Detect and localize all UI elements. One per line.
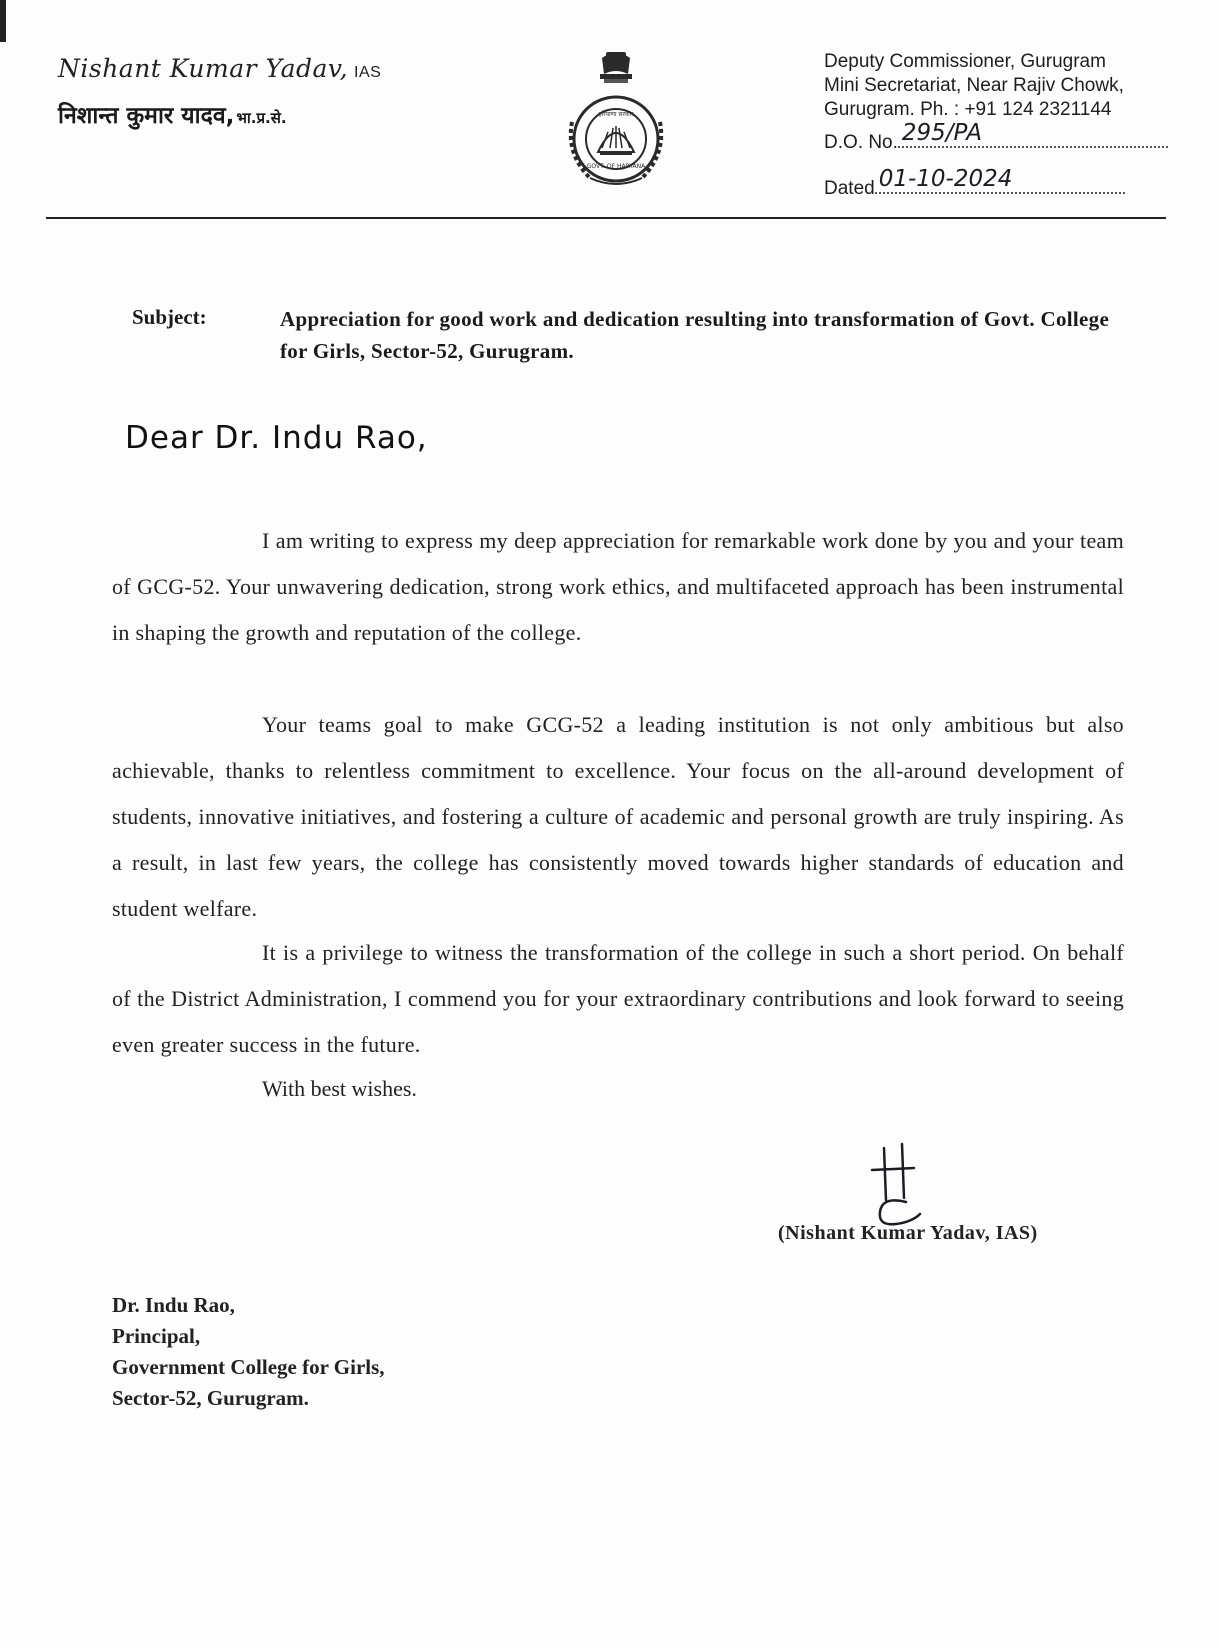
office-line: Deputy Commissioner, Gurugram [824, 51, 1106, 72]
office-address-block [824, 50, 1124, 122]
dated-field [824, 166, 1125, 200]
body-paragraph-1 [112, 518, 1124, 656]
scan-edge-mark [0, 0, 6, 42]
recipient-location: Sector-52, Gurugram. [112, 1386, 309, 1410]
officer-name-en-text: Nishant Kumar Yadav, [58, 54, 349, 83]
officer-name-english [58, 54, 381, 83]
dated-value: 01-10-2024 [878, 166, 1013, 192]
dated-label: Dated [824, 178, 875, 199]
body-paragraph-2 [112, 702, 1124, 932]
recipient-name: Dr. Indu Rao, [112, 1293, 235, 1317]
officer-name-hindi [58, 98, 287, 130]
body-paragraph-3 [112, 930, 1124, 1068]
subject-text: Appreciation for good work and dedication resulting into transformation of Govt. College for Girls, Sector-52, Gurugram. [280, 307, 1110, 363]
paragraph-text: Your teams goal to make GCG-52 a leading institution is not only ambitious but also achievable, thanks to relentless commitment to excellence. Your focus on the all-around development of students, innovative initiatives, and fostering a culture of academic and personal growth are truly inspiring. As a result, in last few years, the college has consistently moved towards higher standards of education and student welfare. [112, 712, 1124, 921]
recipient-designation: Principal, [112, 1324, 201, 1348]
emblem-text-top: हरियाणा सरकार [598, 111, 634, 118]
salutation: Dear Dr. Indu Rao, [125, 420, 428, 456]
do-number-field [824, 120, 1168, 154]
subject-label: Subject: [132, 305, 207, 329]
paragraph-text: I am writing to express my deep appreciation for remarkable work done by you and your team of GCG-52. Your unwavering dedication, strong work ethics, and multifaceted approach has been instrumental in shaping the growth and reputation of the college. [112, 528, 1124, 645]
handwritten-signature [862, 1140, 932, 1230]
officer-service-en: IAS [354, 64, 382, 81]
office-line: Mini Secretariat, Near Rajiv Chowk, [824, 75, 1124, 96]
signatory-name: (Nishant Kumar Yadav, IAS) [778, 1222, 1038, 1244]
haryana-emblem-icon [550, 44, 682, 194]
do-number-value: 295/PA [901, 120, 983, 146]
officer-name-hi-text: निशान्त कुमार यादव, [58, 103, 235, 129]
officer-service-hi: भा.प्र.से. [236, 109, 287, 127]
paragraph-text: It is a privilege to witness the transformation of the college in such a short period. On behalf of the District Administration, I commend you for your extraordinary contributions and look forward to seeing even greater success in the future. [112, 940, 1124, 1057]
do-number-label: D.O. No. [824, 132, 898, 153]
recipient-institution: Government College for Girls, [112, 1355, 385, 1379]
office-line: Gurugram. Ph. : +91 124 2321144 [824, 99, 1112, 120]
letterhead-divider [46, 217, 1166, 219]
closing-line: With best wishes. [262, 1076, 417, 1101]
recipient-address [112, 1290, 385, 1414]
emblem-text-bottom: GOVT. OF HARYANA [586, 163, 646, 170]
